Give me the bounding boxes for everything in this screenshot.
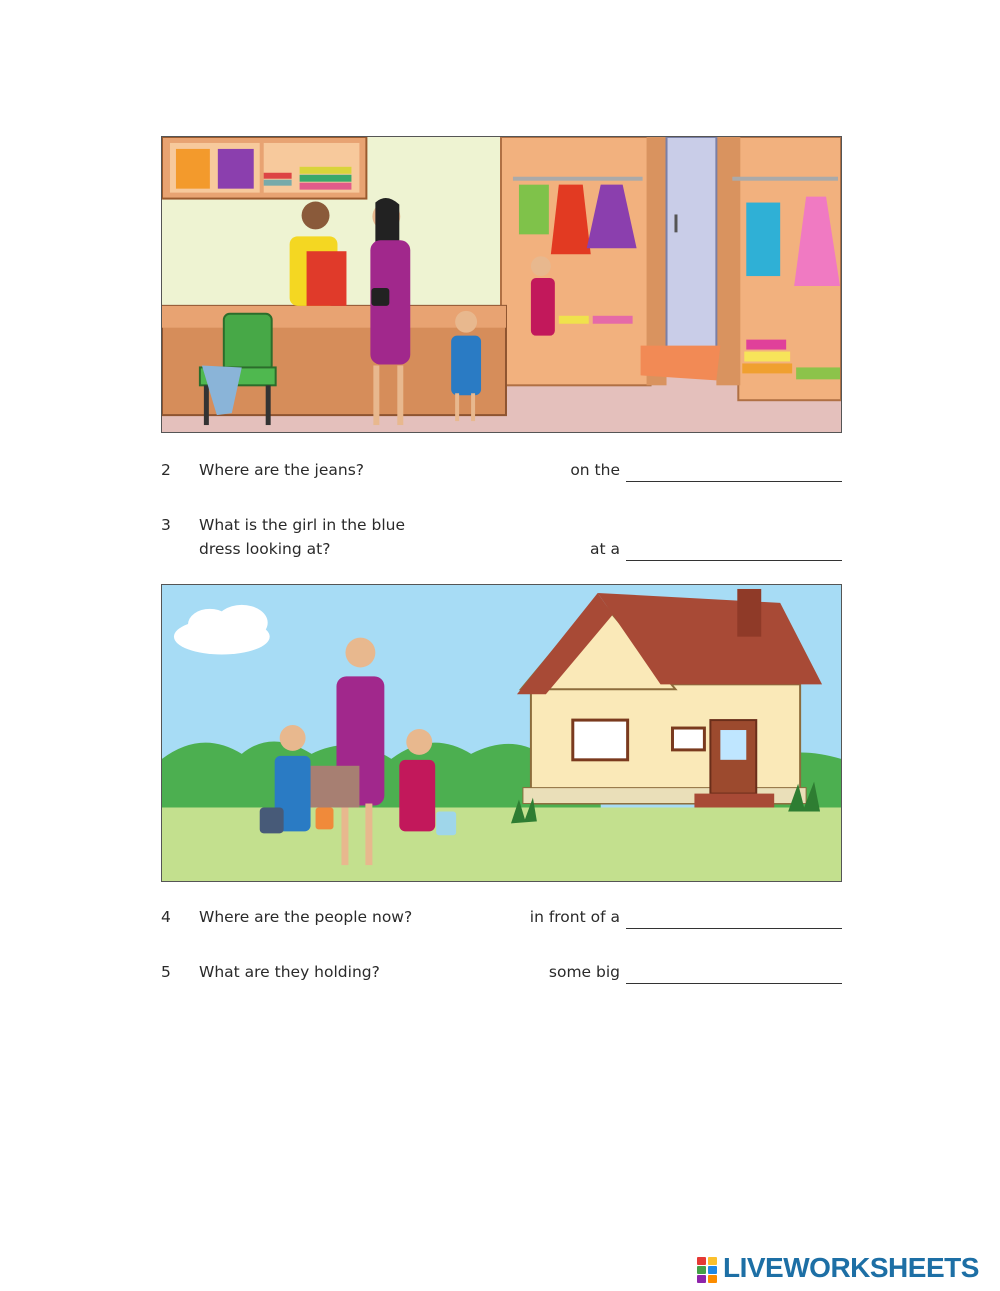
answer-prefix-5: some big [548, 963, 620, 981]
question-number: 5 [161, 963, 171, 981]
question-3-text-line-2: dress looking at? [199, 540, 331, 558]
answer-field-5[interactable] [626, 960, 842, 984]
question-number: 4 [161, 908, 171, 926]
answer-prefix-4: in front of a [529, 908, 620, 926]
logo-text: LIVEWORKSHEETS [723, 1252, 979, 1283]
question-number: 2 [161, 461, 171, 479]
answer-prefix-2: on the [570, 461, 620, 479]
logo-blocks-icon [697, 1257, 719, 1283]
liveworksheets-logo[interactable] [697, 1252, 997, 1286]
shop-illustration [161, 136, 842, 433]
question-4-text: Where are the people now? [199, 908, 413, 926]
question-5-text: What are they holding? [199, 963, 380, 981]
answer-field-3[interactable] [626, 537, 842, 561]
house-illustration [161, 584, 842, 882]
question-3-text-line-1: What is the girl in the blue [199, 516, 406, 534]
answer-field-2[interactable] [626, 458, 842, 482]
answer-prefix-3: at a [589, 540, 620, 558]
question-number: 3 [161, 516, 171, 534]
answer-field-4[interactable] [626, 905, 842, 929]
question-2-text: Where are the jeans? [199, 461, 365, 479]
